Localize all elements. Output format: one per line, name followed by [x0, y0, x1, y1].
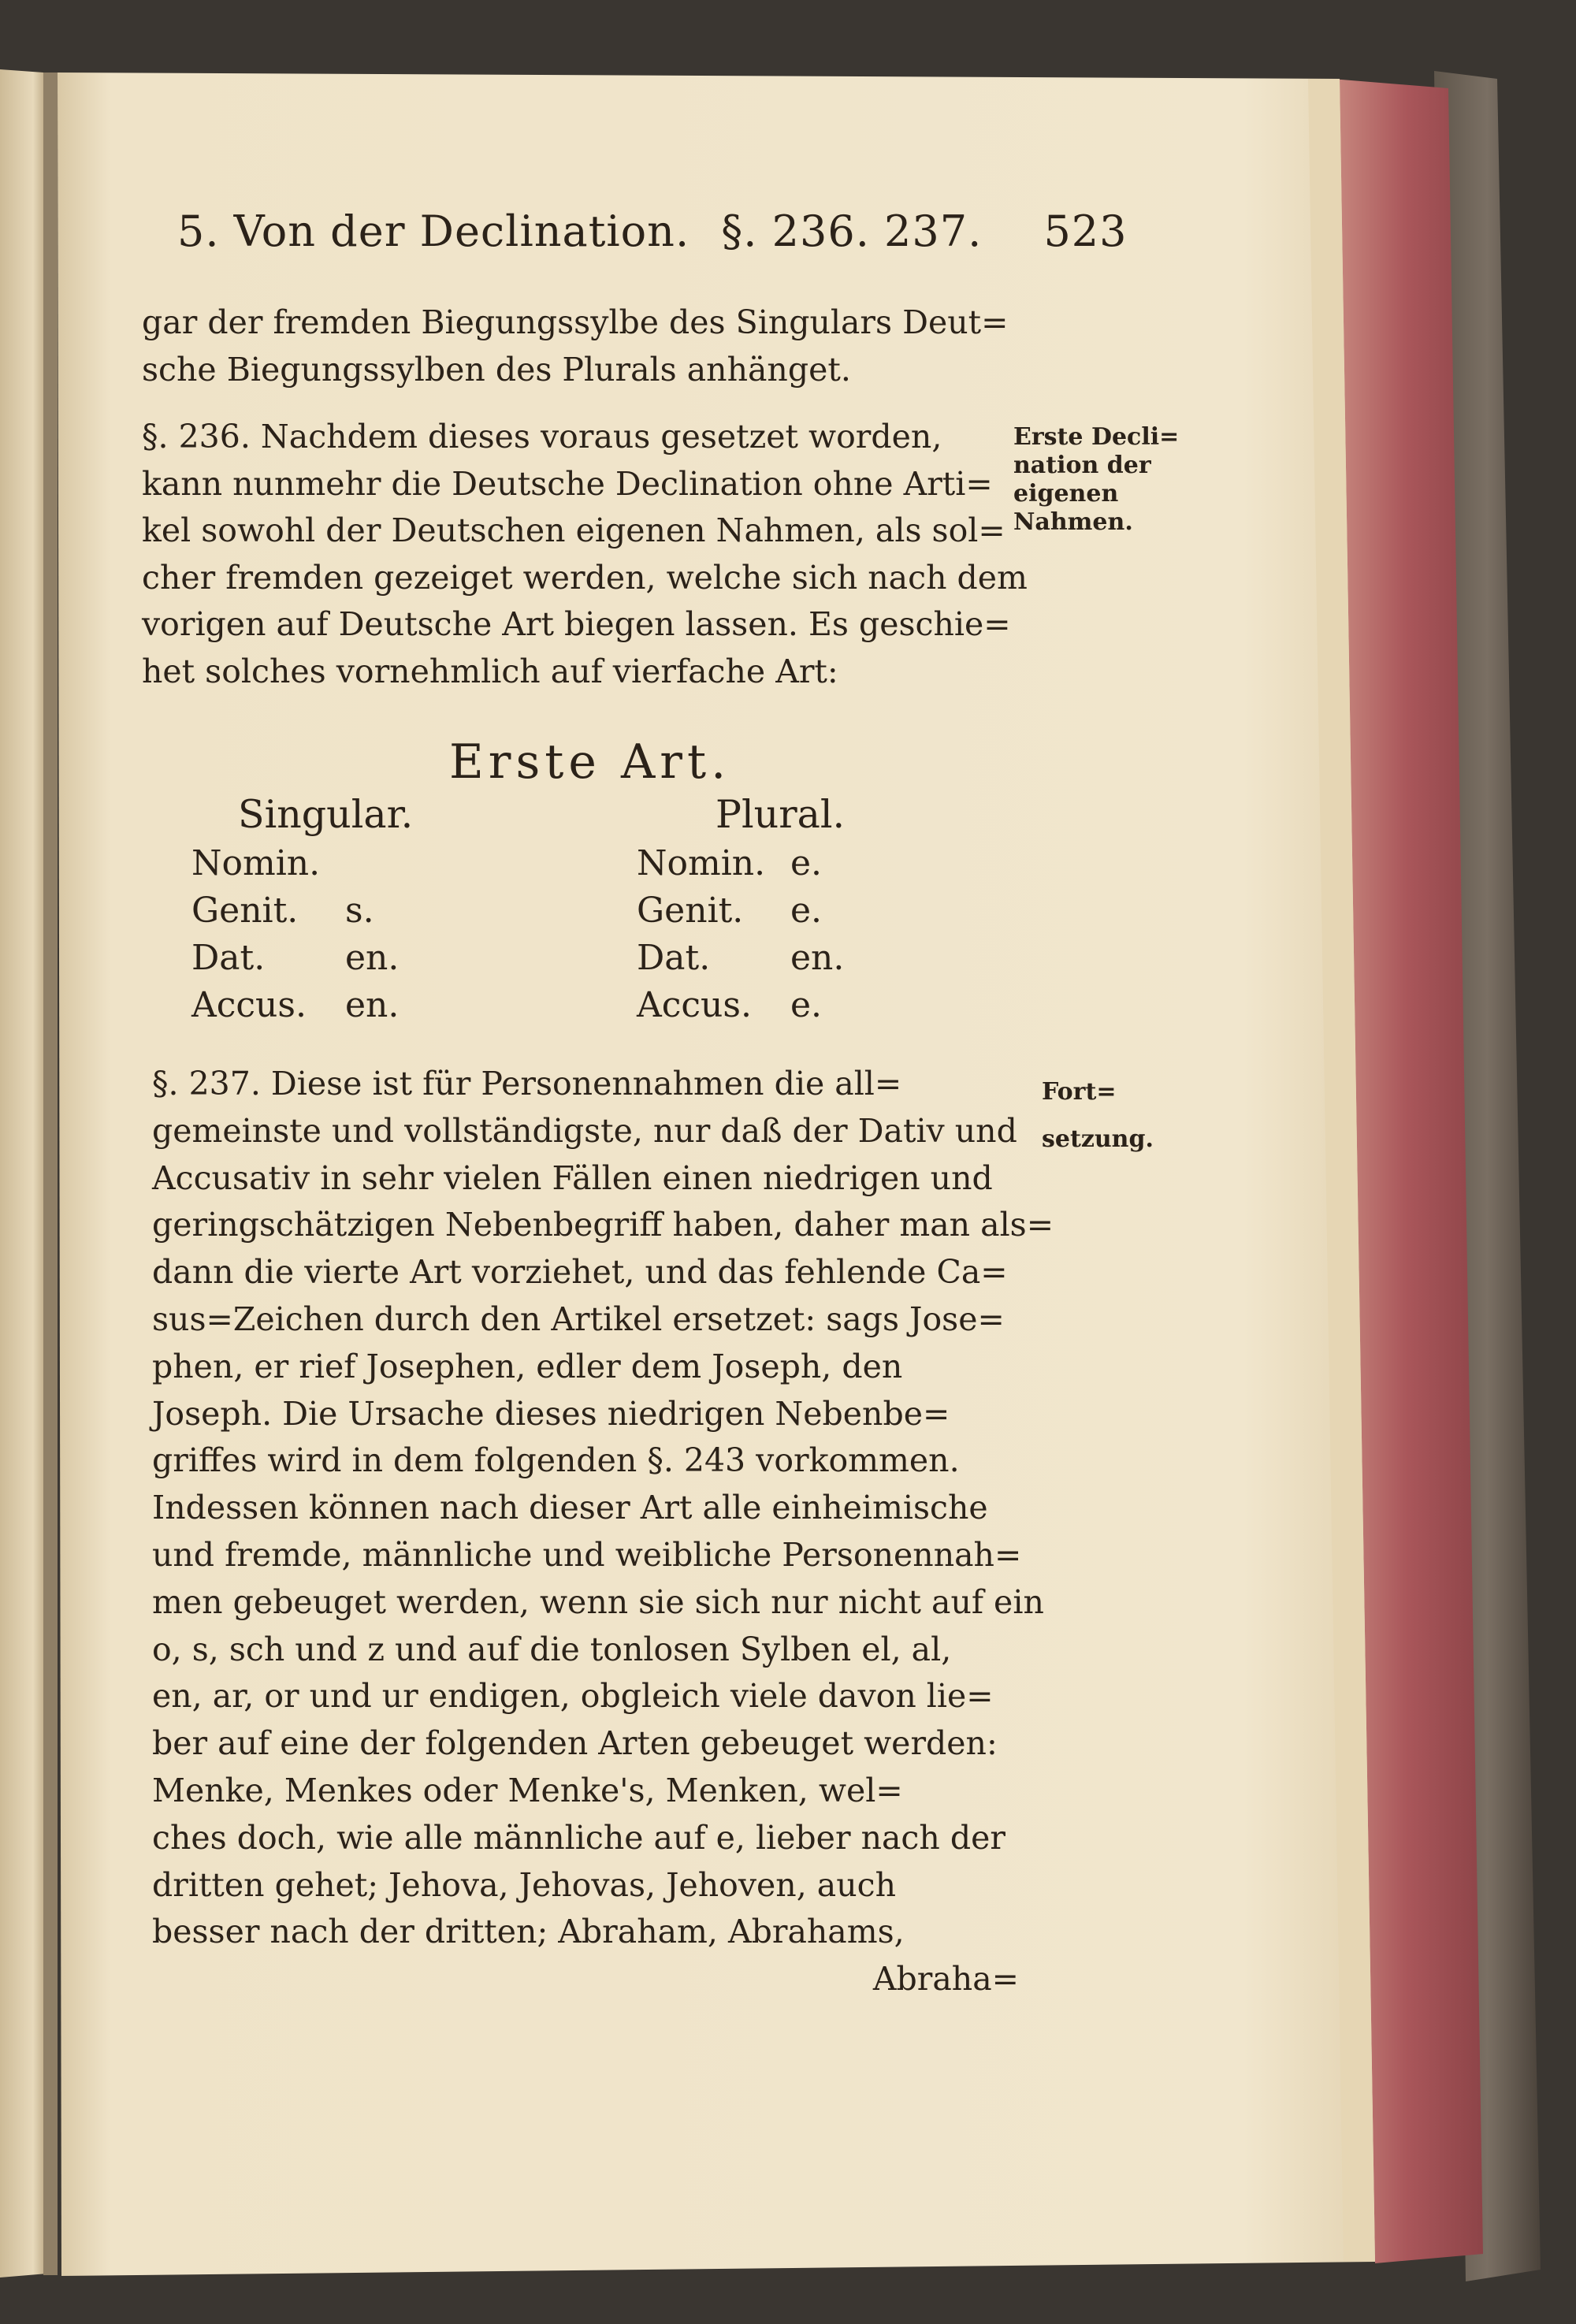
- case-label: Accus.: [637, 985, 752, 1025]
- case-label: Genit.: [637, 891, 744, 931]
- margin-line: Erste Decli=: [1013, 423, 1180, 451]
- text-line: het solches vornehmlich auf vierfache Art:: [142, 652, 838, 690]
- paragraph-236: [142, 414, 1028, 695]
- left-page: [0, 69, 47, 2278]
- margin-line: eigenen: [1013, 480, 1119, 508]
- text-line: kann nunmehr die Deutsche Declination ohne Arti=: [142, 464, 993, 503]
- text-line: ber auf eine der folgenden Arten gebeuget werden:: [152, 1724, 998, 1763]
- text-line: gar der fremden Biegungssylbe des Singulars Deut=: [142, 303, 1009, 341]
- text-line: dann die vierte Art vorziehet, und das fehlende Ca=: [152, 1253, 1008, 1292]
- header-paragraphs: §. 236. 237.: [721, 206, 983, 256]
- text-line: cher fremden gezeiget werden, welche sich nach dem: [142, 558, 1028, 597]
- text-line: ches doch, wie alle männliche auf e, lieber nach der: [152, 1818, 1005, 1857]
- case-label: Genit.: [191, 891, 299, 931]
- plural-heading: Plural.: [716, 792, 846, 837]
- case-suffix: e.: [790, 843, 823, 883]
- declension-title: Erste Art.: [449, 734, 731, 790]
- text-line: §. 236. Nachdem dieses voraus gesetzet worden,: [142, 418, 942, 456]
- page-number: 523: [1043, 206, 1128, 256]
- gutter: [43, 73, 58, 2275]
- text-line: geringschätzigen Nebenbegriff haben, daher man als=: [152, 1206, 1054, 1244]
- margin-line: setzung.: [1042, 1125, 1154, 1153]
- margin-note-237: [1042, 1078, 1154, 1154]
- text-line: sus=Zeichen durch den Artikel ersetzet: sags Jose=: [152, 1300, 1005, 1338]
- case-suffix: en.: [790, 938, 845, 978]
- text-line: dritten gehet; Jehova, Jehovas, Jehoven, auch: [152, 1865, 896, 1904]
- text-line: besser nach der dritten; Abraham, Abrahams,: [152, 1913, 905, 1951]
- running-header: [177, 206, 1128, 256]
- text-line: sche Biegungssylben des Plurals anhänget.: [142, 350, 851, 389]
- text-line: Joseph. Die Ursache dieses niedrigen Nebenbe=: [152, 1394, 950, 1433]
- text-line: und fremde, männliche und weibliche Personennah=: [152, 1535, 1022, 1574]
- case-label: Dat.: [637, 938, 711, 978]
- text-line: Accusativ in sehr vielen Fällen einen niedrigen und: [152, 1158, 993, 1197]
- case-label: Accus.: [191, 985, 307, 1025]
- text-line: gemeinste und vollständigste, nur daß der Dativ und: [152, 1111, 1017, 1150]
- case-suffix: e.: [790, 891, 823, 931]
- case-suffix: s.: [345, 891, 374, 931]
- text-line: Menke, Menkes oder Menke's, Menken, wel=: [152, 1771, 903, 1809]
- text-line: §. 237. Diese ist für Personennahmen die all=: [152, 1065, 902, 1103]
- text-line: kel sowohl der Deutschen eigenen Nahmen, als sol=: [142, 511, 1005, 549]
- margin-line: Nahmen.: [1013, 508, 1133, 536]
- case-label: Nomin.: [637, 843, 766, 883]
- text-line: en, ar, or und ur endigen, obgleich viele davon lie=: [152, 1677, 994, 1716]
- singular-heading: Singular.: [238, 792, 414, 837]
- text-line: phen, er rief Josephen, edler dem Joseph, den: [152, 1347, 903, 1385]
- margin-line: Fort=: [1042, 1078, 1117, 1106]
- text-line: Indessen können nach dieser Art alle einheimische: [152, 1489, 988, 1527]
- text-line: vorigen auf Deutsche Art biegen lassen. Es geschie=: [142, 605, 1011, 643]
- text-line: griffes wird in dem folgenden §. 243 vorkommen.: [152, 1441, 960, 1480]
- carryover-paragraph: [142, 299, 1009, 393]
- case-label: Dat.: [191, 938, 266, 978]
- text-line: o, s, sch und z und auf die tonlosen Sylben el, al,: [152, 1630, 952, 1668]
- margin-note-236: [1013, 423, 1179, 537]
- header-section: 5. Von der Declination.: [177, 206, 690, 256]
- margin-line: nation der: [1013, 452, 1151, 479]
- case-suffix: en.: [345, 985, 400, 1025]
- catchword: Abraha=: [872, 1960, 1019, 1999]
- case-suffix: en.: [345, 938, 400, 978]
- case-suffix: e.: [790, 985, 823, 1025]
- case-label: Nomin.: [191, 843, 321, 883]
- text-line: men gebeuget werden, wenn sie sich nur nicht auf ein: [152, 1582, 1044, 1621]
- paragraph-237: [152, 1061, 1054, 2003]
